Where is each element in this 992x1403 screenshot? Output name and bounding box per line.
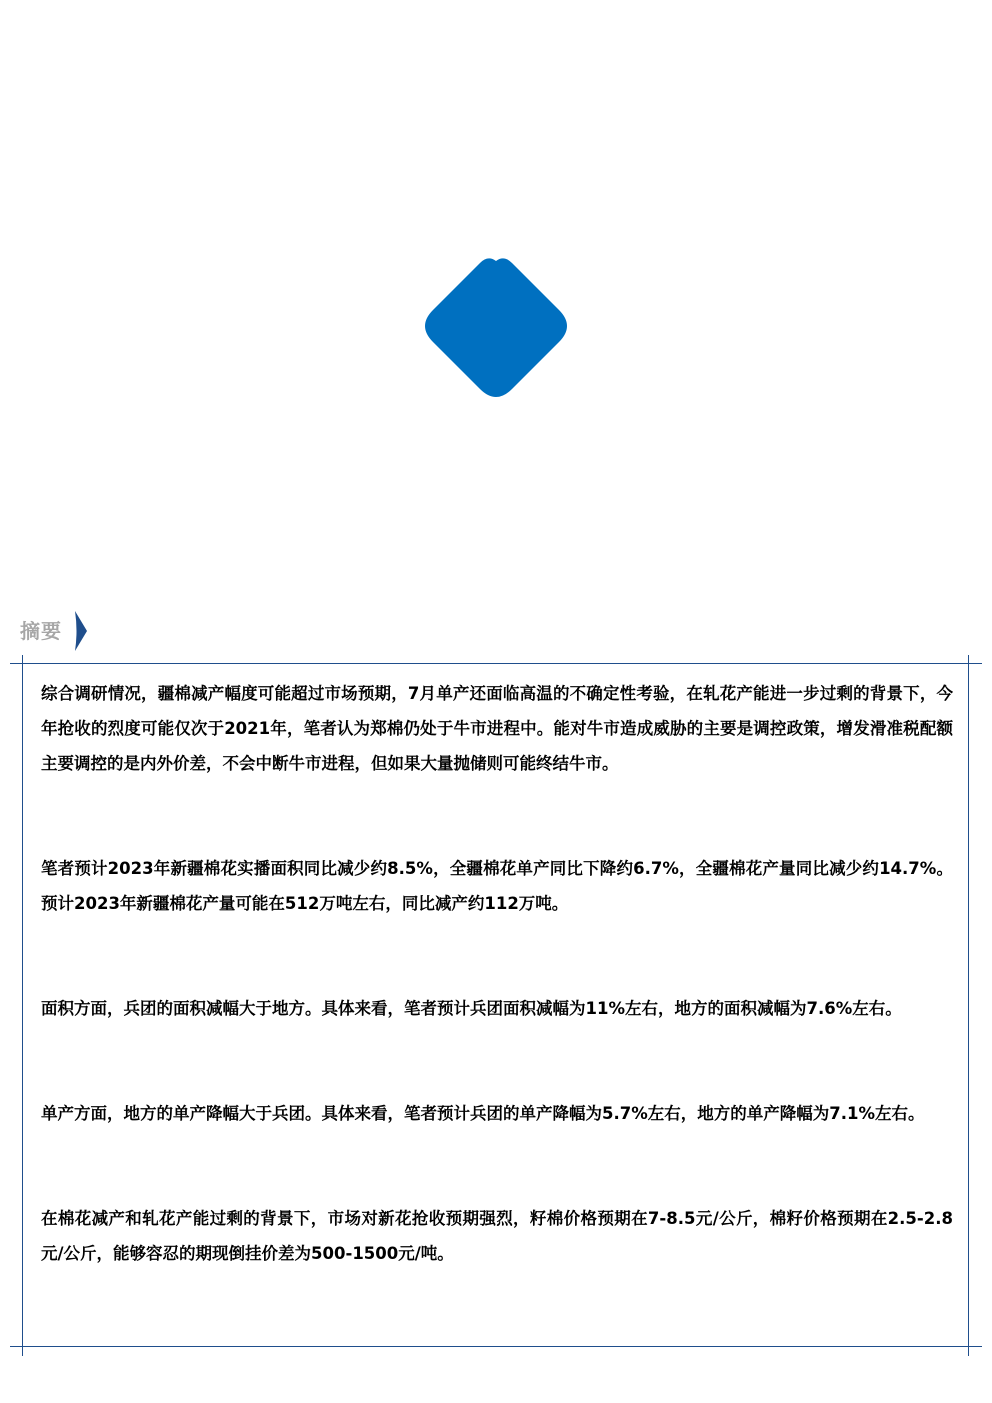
frame-left-line — [22, 655, 23, 1356]
summary-body — [41, 676, 953, 1271]
frame-bottom-line — [10, 1346, 982, 1347]
summary-paragraph: 在棉花减产和轧花产能过剩的背景下，市场对新花抢收预期强烈，籽棉价格预期在7-8.5元/公斤，棉籽价格预期在2.5-2.8元/公斤，能够容忍的期现倒挂价差为500-1500元/吨。 — [41, 1209, 953, 1263]
diamond-logo-icon — [425, 255, 567, 397]
frame-right-line — [968, 655, 969, 1356]
frame-top-line — [10, 663, 982, 664]
summary-paragraph: 面积方面，兵团的面积减幅大于地方。具体来看，笔者预计兵团面积减幅为11%左右，地方的面积减幅为7.6%左右。 — [41, 999, 902, 1018]
summary-paragraph: 笔者预计2023年新疆棉花实播面积同比减少约8.5%，全疆棉花单产同比下降约6.7%，全疆棉花产量同比减少约14.7%。预计2023年新疆棉花产量可能在512万吨左右，同比减产约112万吨。 — [41, 859, 953, 913]
section-title: 摘要 — [20, 619, 62, 643]
summary-paragraph: 单产方面，地方的单产降幅大于兵团。具体来看，笔者预计兵团的单产降幅为5.7%左右，地方的单产降幅为7.1%左右。 — [41, 1104, 925, 1123]
section-header — [20, 611, 62, 651]
chevron-right-icon — [75, 611, 87, 651]
summary-paragraph: 综合调研情况，疆棉减产幅度可能超过市场预期，7月单产还面临高温的不确定性考验，在轧花产能进一步过剩的背景下，今年抢收的烈度可能仅次于2021年，笔者认为郑棉仍处于牛市进程中。能对牛市造成威胁的主要是调控政策，增发滑准税配额主要调控的是内外价差，不会中断牛市进程，但如果大量抛储则可能终结牛市。 — [41, 684, 953, 773]
